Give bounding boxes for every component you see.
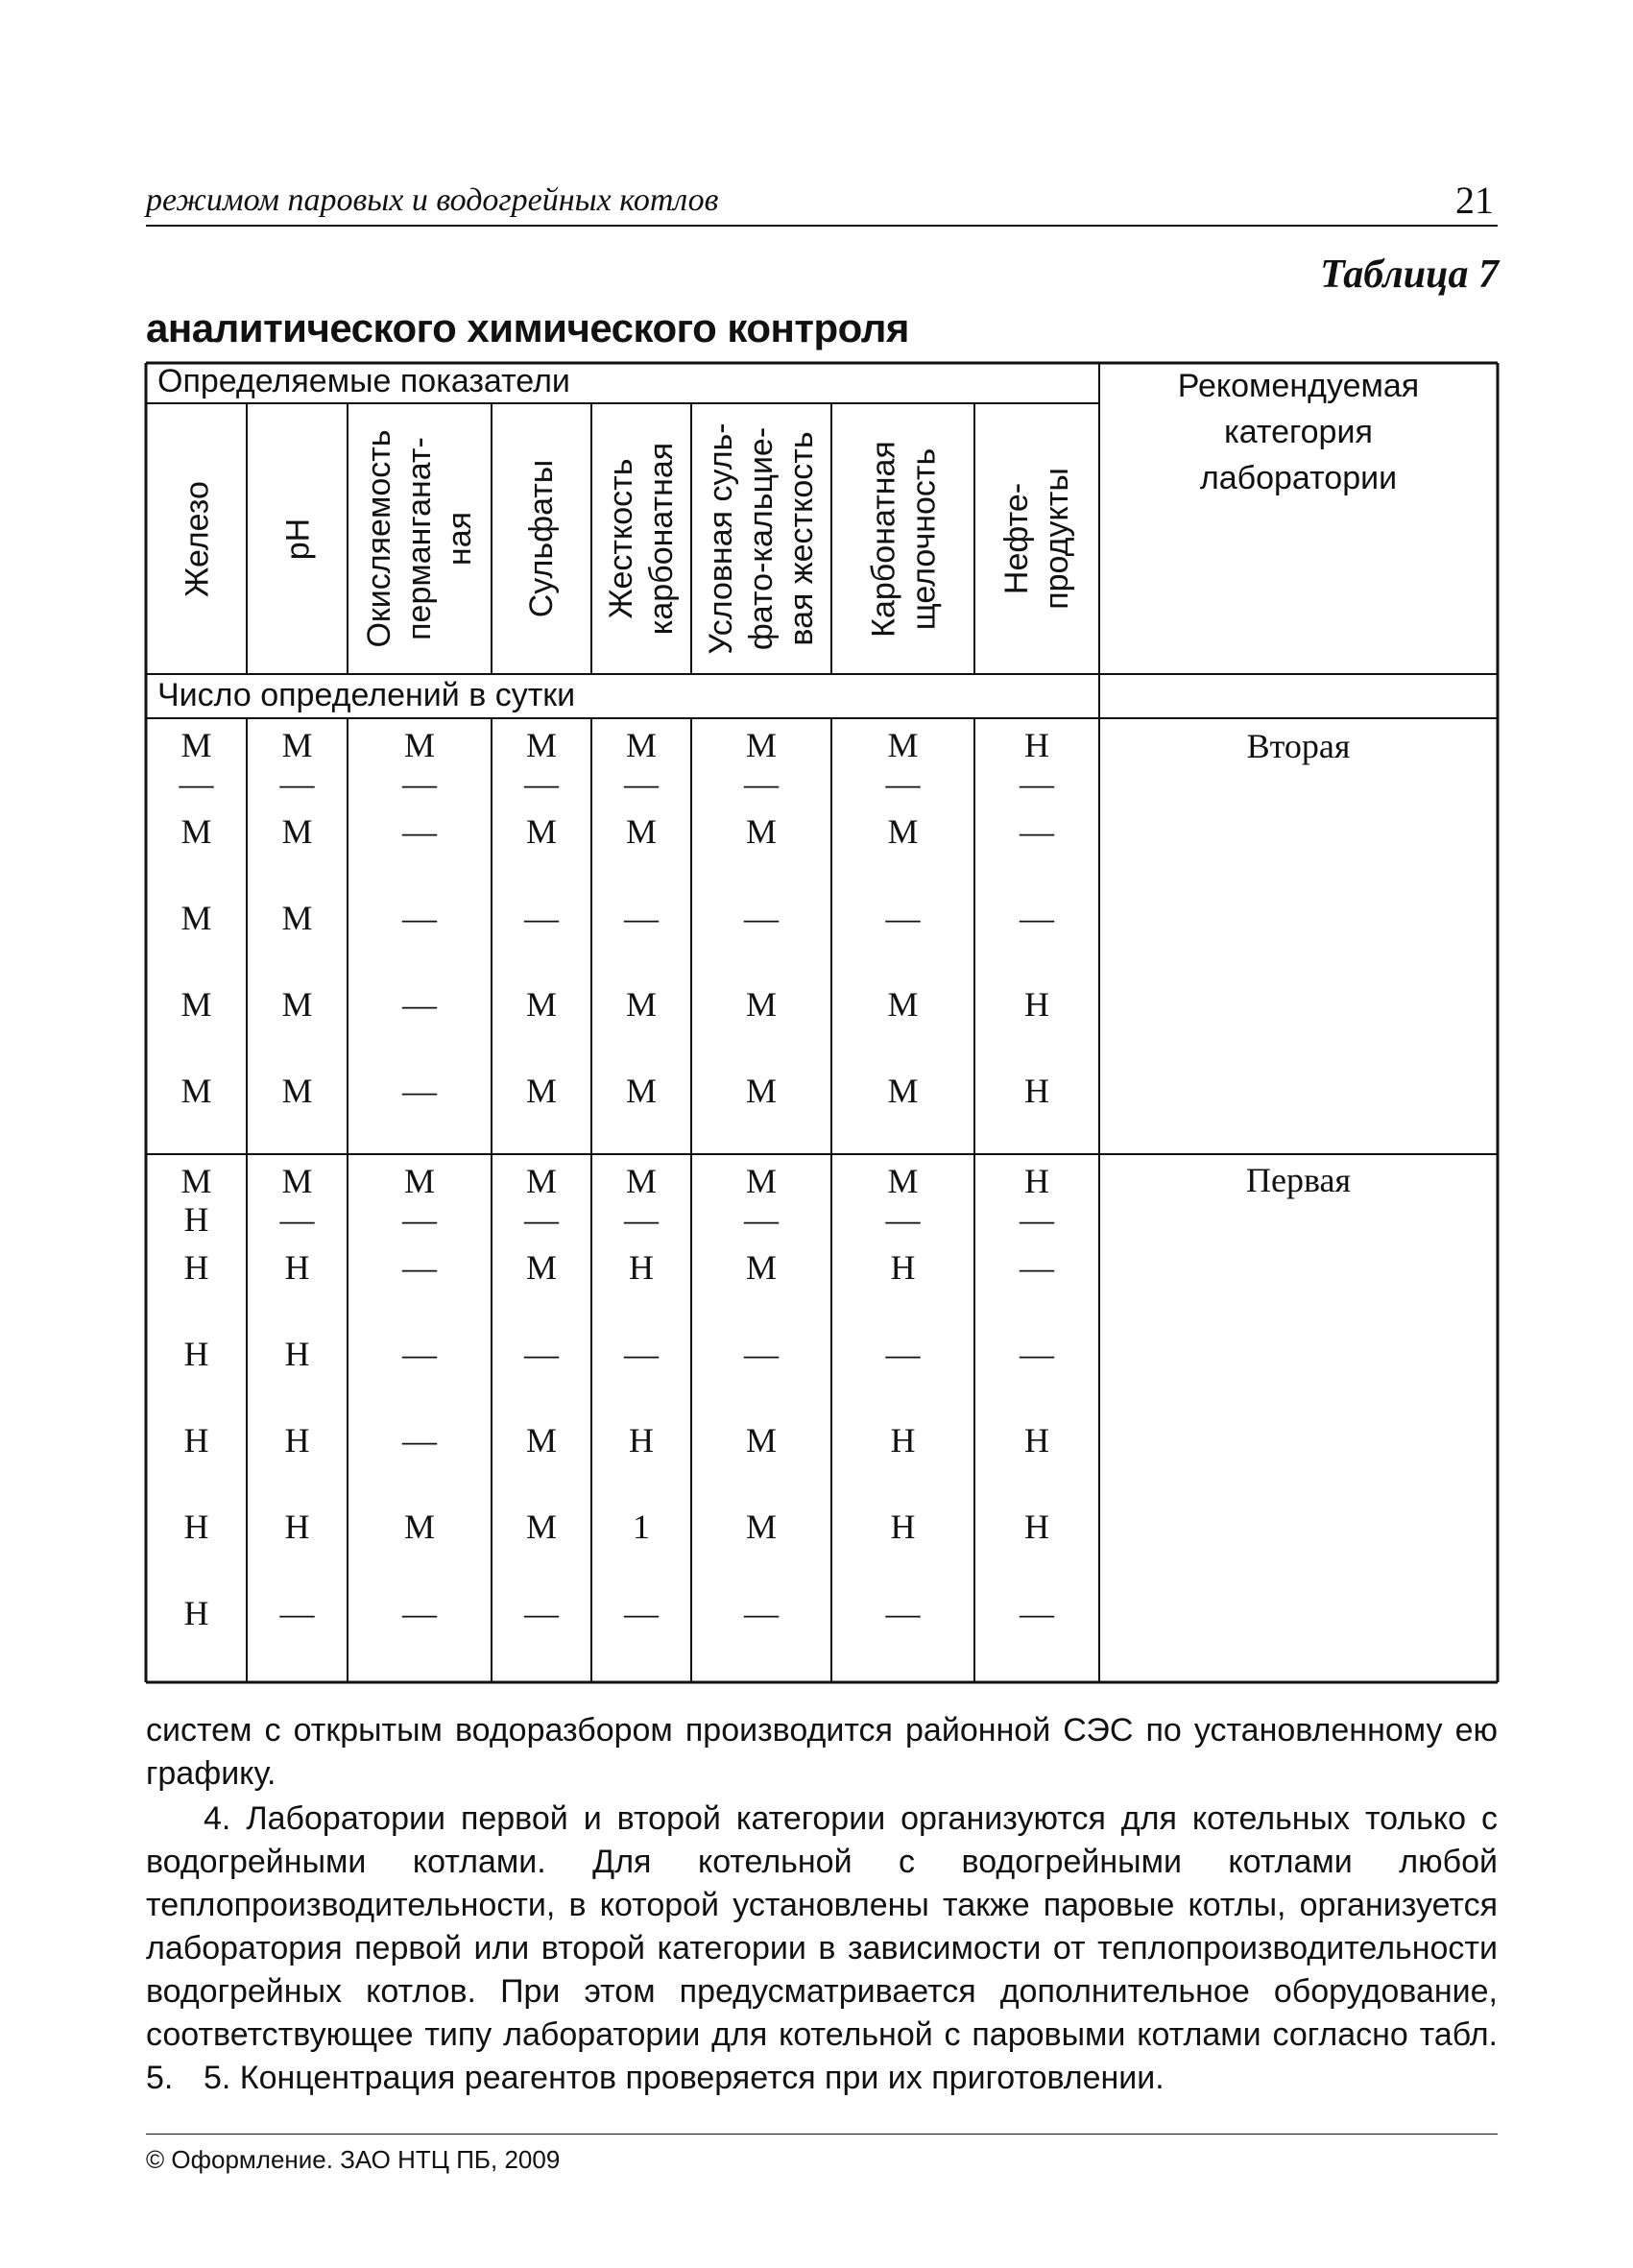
table-cell: — — [624, 899, 659, 937]
column-header: pH — [278, 518, 316, 560]
table-cell: М — — [624, 726, 659, 803]
paragraph-2: 4. Лаборатории первой и второй категории организуются для котельных только с водогрейными котлами. Для котельной с водогрейными котлами любой теплопроизводительности, в которой установлены также паровые котлы, организуется лаборатория первой или второй категории в зависимости от теплопроизводительности водогрейных котлов. При этом предусматривается дополнительное оборудование, соответствующее типу лаборатории для котельной с паровыми котлами согласно табл. 5. — [146, 1800, 1498, 2096]
table-cell: — — [1020, 812, 1054, 851]
column-header: Окисляемость перманганат- ная — [361, 429, 478, 648]
table-cell: М — [180, 1072, 212, 1110]
table-cell: М — [180, 899, 212, 937]
table-cell: — — [624, 1594, 659, 1632]
table-cell: — — [885, 1335, 921, 1373]
table-cell: Н — [890, 1508, 916, 1546]
table-cell: М — [625, 985, 657, 1024]
table-cell: — — [402, 1421, 437, 1460]
table-cell: М — [887, 812, 919, 851]
table-cell: Н — [183, 1508, 209, 1546]
column-header: Железо — [178, 480, 215, 597]
table-cell: — — [744, 1335, 779, 1373]
page-number: 21 — [1455, 179, 1494, 222]
table-cell: — — [624, 1335, 659, 1373]
table-cell: Н — [629, 1248, 654, 1287]
table-caption: аналитического химического контроля — [146, 305, 909, 350]
table-cell: М — [745, 1508, 777, 1546]
table-cell: М — [625, 812, 657, 851]
recommended-category-header: Рекомендуемая категория лаборатории — [1177, 368, 1420, 496]
table-cell: М — [281, 1072, 313, 1110]
table-cell: М — [180, 985, 212, 1024]
table-cell: Н — [284, 1248, 310, 1287]
table-cell: Н — [1024, 985, 1049, 1024]
paragraph-3: 5. Концентрация реагентов проверяется при их приготовлении. — [204, 2060, 1165, 2096]
table-label: Таблица 7 — [1320, 253, 1499, 297]
column-header: Нефте- продукты — [998, 468, 1075, 610]
table-cell: М — [180, 812, 212, 851]
table-cell: 1 — [633, 1508, 650, 1546]
table-cell: — — [885, 899, 921, 937]
table-cell: Н — [183, 1594, 209, 1632]
table-cell: — — [1020, 899, 1054, 937]
table-cell: М — — [624, 1162, 659, 1239]
table-cell: М — — [279, 726, 315, 803]
column-header: Карбонатная щелочность — [864, 440, 942, 638]
table-cell: — — [744, 899, 779, 937]
table-cell: — — [402, 1248, 437, 1287]
table-cell: — — [279, 1594, 315, 1632]
table-cell: М — [525, 985, 557, 1024]
table-cell: М — [281, 899, 313, 937]
table-cell: М — — [179, 726, 214, 803]
table-cell: М — — [402, 1162, 437, 1239]
table-cell: Н — [1024, 1072, 1049, 1110]
table-cell: М — — [744, 1162, 779, 1239]
table-cell: М — [745, 1421, 777, 1460]
table-cell: М — [281, 985, 313, 1024]
table-cell: — — [1020, 1335, 1054, 1373]
running-title: режимом паровых и водогрейных котлов — [146, 182, 719, 218]
table-cell: Н — [284, 1421, 310, 1460]
table-cell: М — — [402, 726, 437, 803]
table-cell: — — [1020, 1594, 1054, 1632]
table-cell: М — [525, 1508, 557, 1546]
column-header: Жесткость карбонатная — [603, 442, 680, 636]
table-cell: М — [745, 812, 777, 851]
table-cell: — — [402, 899, 437, 937]
table-cell: — — [1020, 1248, 1054, 1287]
table-cell: М — — [744, 726, 779, 803]
table-cell: М — [745, 1072, 777, 1110]
table-cell: М — [745, 1248, 777, 1287]
table-cell: — — [744, 1594, 779, 1632]
table-cell: — — [524, 899, 559, 937]
table-cell: Н — [1024, 1421, 1049, 1460]
table-cell: Н — [183, 1248, 209, 1287]
table-cell: М — [887, 1072, 919, 1110]
table-cell: М — [525, 1072, 557, 1110]
table-cell: М — — [279, 1162, 315, 1239]
table-cell: Н — [890, 1248, 916, 1287]
frequency-header: Число определений в сутки — [157, 677, 576, 713]
category-first: Первая — [1245, 1161, 1352, 1199]
table-cell: Н — [183, 1421, 209, 1460]
table-cell: Н — [284, 1508, 310, 1546]
table-cell: М — [625, 1072, 657, 1110]
category-second: Вторая — [1246, 727, 1351, 765]
table-cell: М — [525, 1248, 557, 1287]
table-cell: М — — [885, 726, 921, 803]
table-cell: Н — [890, 1421, 916, 1460]
column-header: Условная суль- фато-кальцие- вая жесткость — [703, 422, 820, 655]
table-cell: М Н — [180, 1162, 212, 1239]
table-cell: М — [403, 1508, 435, 1546]
table-cell: — — [885, 1594, 921, 1632]
table-cell: — — [402, 1072, 437, 1110]
table-cell: — — [524, 1594, 559, 1632]
table-cell: — — [402, 1335, 437, 1373]
paragraph-1: систем с открытым водоразбором производится районной СЭС по установленному ею графику. — [146, 1712, 1498, 1792]
table-cell: М — [745, 985, 777, 1024]
table-cell: Н — [1024, 1508, 1049, 1546]
table-cell: М — [281, 812, 313, 851]
table-cell: Н — [284, 1335, 310, 1373]
table-cell: М — — [885, 1162, 921, 1239]
table-cell: М — — [524, 726, 559, 803]
table-cell: Н — — [1020, 726, 1054, 803]
table-cell: Н — [629, 1421, 654, 1460]
table-cell: Н — — [1020, 1162, 1054, 1239]
table-cell: — — [524, 1335, 559, 1373]
table-cell: М — [887, 985, 919, 1024]
table-cell: — — [402, 1594, 437, 1632]
column-header: Сульфаты — [523, 459, 560, 618]
footer-copyright: © Оформление. ЗАО НТЦ ПБ, 2009 — [146, 2145, 561, 2174]
table-cell: — — [402, 812, 437, 851]
footer-rule — [146, 2134, 1498, 2135]
table-cell: — — [402, 985, 437, 1024]
table-cell: М — [525, 812, 557, 851]
table-cell: Н — [183, 1335, 209, 1373]
table-cell: М — [525, 1421, 557, 1460]
group-header: Определяемые показатели — [157, 363, 570, 399]
table-cell: М — — [524, 1162, 559, 1239]
